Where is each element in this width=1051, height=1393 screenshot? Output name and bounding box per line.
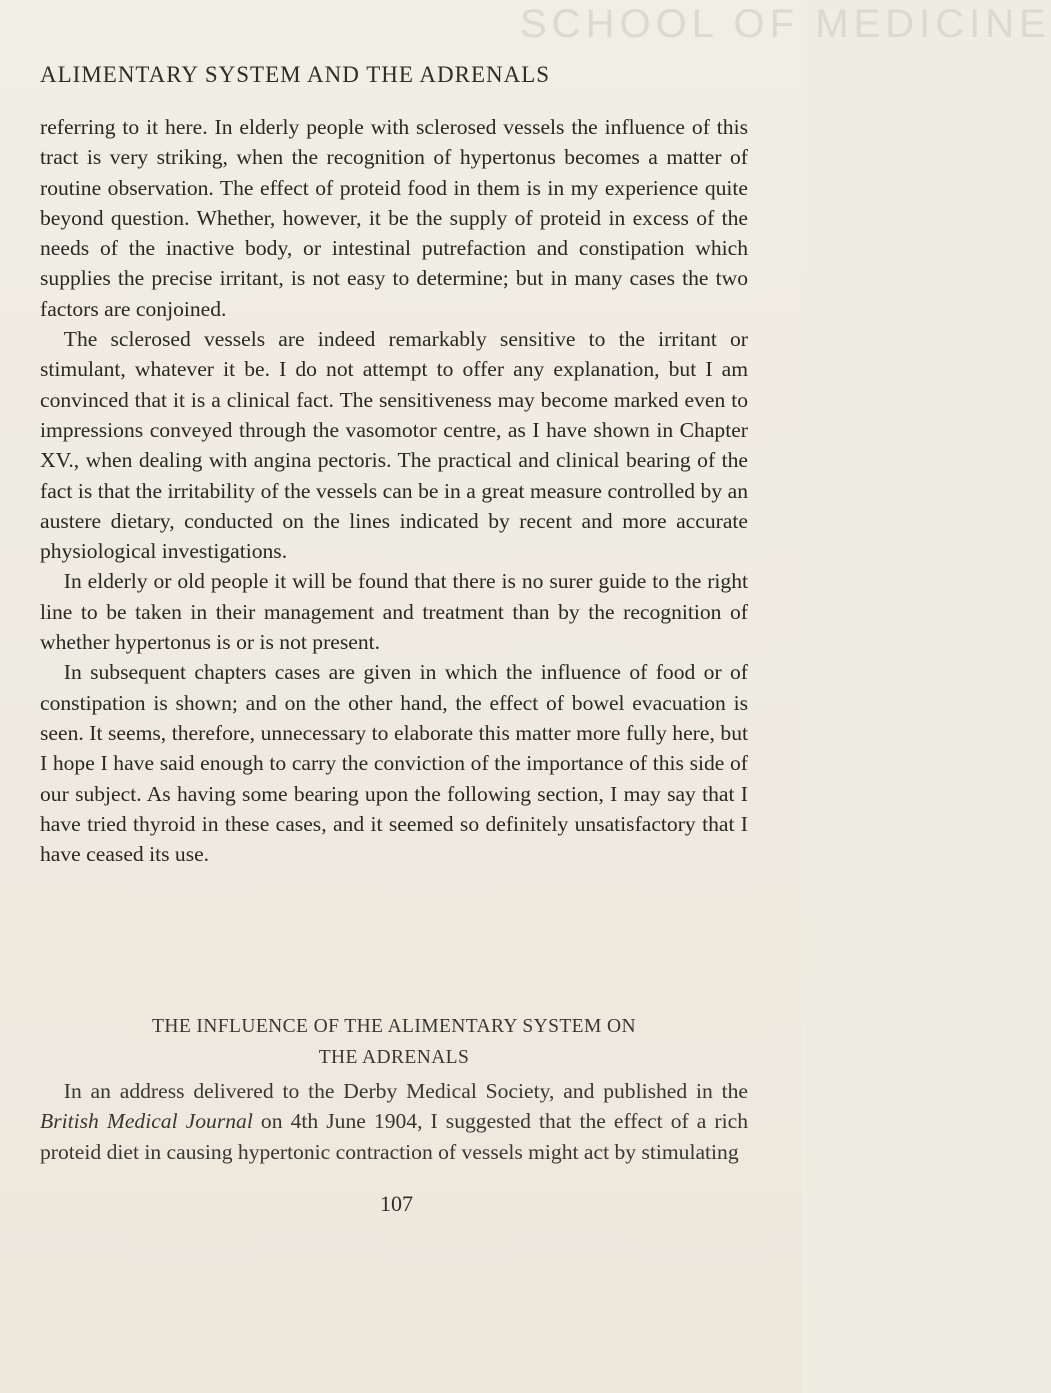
- library-stamp-watermark: SCHOOL OF MEDICINE: [520, 2, 1051, 46]
- paragraph-3: In elderly or old people it will be found that there is no surer guide to the right line to be taken in their management and treatment than by the recognition of whether hypertonus is or is not present.: [40, 569, 748, 655]
- main-body-text: [40, 112, 748, 869]
- paragraph-1: referring to it here. In elderly people with sclerosed vessels the influence of this tract is very striking, when the recognition of hypertonus becomes a matter of routine observation. The effect of proteid food in them is in my experience quite beyond question. Whether, however, it be the supply of proteid in excess of the needs of the inactive body, or intestinal putrefaction and constipation which supplies the precise irritant, is not easy to determine; but in many cases the two factors are conjoined.: [40, 115, 748, 321]
- paragraph-5: [40, 1076, 748, 1167]
- paragraph-5-text-a: In an address delivered to the Derby Medical Society, and published in the: [63, 1079, 748, 1103]
- section-heading-line-1: THE INFLUENCE OF THE ALIMENTARY SYSTEM ON: [152, 1016, 636, 1037]
- section-heading-line-2: THE ADRENALS: [318, 1047, 470, 1068]
- journal-title: British Medical Journal: [40, 1109, 253, 1134]
- paragraph-4: In subsequent chapters cases are given in which the influence of food or of constipation is shown; and on the other hand, the effect of bowel evacuation is seen. It seems, therefore, unnecessary to elaborate this matter more fully here, but I hope I have said enough to carry the conviction of the importance of this side of our subject. As having some bearing upon the following section, I may say that I have tried thyroid in these cases, and it seemed so definitely unsatisfactory that I have ceased its use.: [40, 660, 748, 867]
- paragraph-5-text-b: on 4th June 1904, I suggested that the effect of a rich proteid diet in causing hypertonic contraction of vessels might act by stimulating: [40, 1109, 749, 1164]
- section-body-text: [40, 1076, 748, 1167]
- paragraph-2: The sclerosed vessels are indeed remarkably sensitive to the irritant or stimulant, whatever it be. I do not attempt to offer any explanation, but I am convinced that it is a clinical fact. The sensitiveness may become marked even to impressions conveyed through the vasomotor centre, as I have shown in Chapter XV., when dealing with angina pectoris. The practical and clinical bearing of the fact is that the irritability of the vessels can be in a great measure controlled by an austere dietary, conducted on the lines indicated by recent and more accurate physiological investigations.: [40, 327, 748, 564]
- running-head: ALIMENTARY SYSTEM AND THE ADRENALS: [40, 62, 551, 87]
- section-heading: [40, 1011, 748, 1073]
- page-number: 107: [380, 1191, 413, 1216]
